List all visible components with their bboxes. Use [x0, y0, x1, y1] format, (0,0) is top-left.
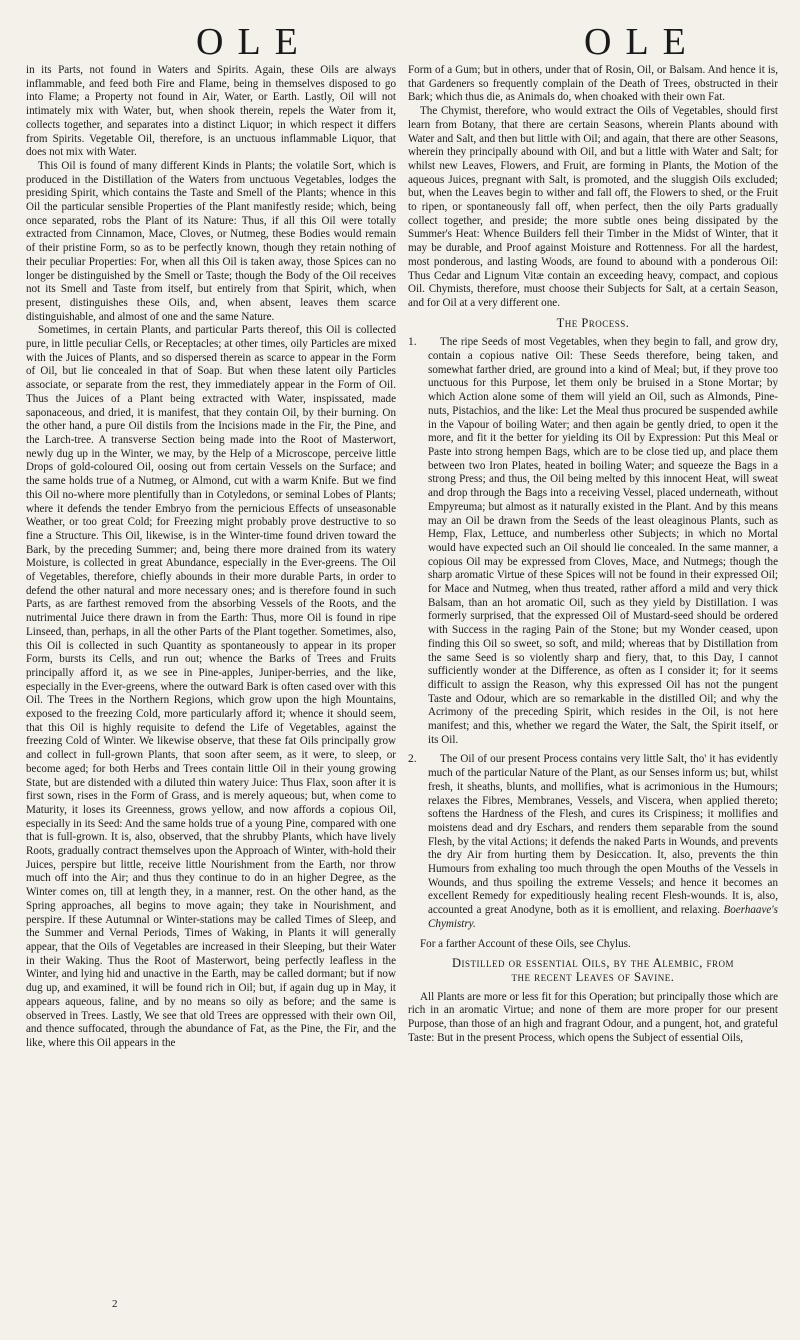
item-number: 1.: [408, 336, 417, 349]
numbered-item: [408, 336, 778, 747]
two-column-body: [26, 64, 778, 1051]
section-heading: [408, 957, 778, 984]
running-header: [26, 14, 778, 64]
paragraph: This Oil is found of many different Kinds in Plants; the volatile Sort, which is produced in the Distillation of the Waters from unctuous Vegetables, lodges the presiding Spirit, which contains the Taste and Smell of the Plants; whence in this Oil the particular sensible Properties of the Plant manifestly reside; which, being once separated, robs the Plant of its Nature: Thus, if all this Oil were totally extracted from Cinnamon, Mace, Cloves, or Nutmeg, these Bodies would remain of their pristine Form, so as to be perfectly known, though they retain nothing of their peculiar Properties: For, when all this Oil is taken away, those Spices can no longer be distinguished by the Smell or Taste; though the Body of the Oil receives not its Smell and Taste from itself, but entirely from that Spirit, which, when present, distinguishes these Oils, and, when absent, leaves them scarce distinguishable, and almost of one and the same Nature.: [26, 159, 396, 323]
left-column: [26, 64, 396, 1051]
paragraph: The Chymist, therefore, who would extract the Oils of Vegetables, should first learn from Botany, that there are certain Seasons, wherein Plants abound with Water and Salt, and then but little with Oil; and again, that there are other Seasons, wherein they principally abound with Oil, and but a little with Water and Salt; for whilst new Leaves, Flowers, and Fruit, are forming in Plants, the Motion of the aqueous Juices, pregnant with Salt, is promoted, and the sluggish Oils excluded; but, when the Leaves begin to wither and fall off, the Flowers to shed, or the Fruit to ripen, or spontaneously fall off, when perfect, then the oily Parts gradually collect together, and preside; the more subtle ones being dissipated by the Summer's Heat: Whence Builders fell their Timber in the Midst of Winter, that it may be durable, and Proof against Moisture and Rottenness. For all the hardest, most ponderous, and lasting Woods, are found to abound with a ponderous Oil: Thus Cedar and Lignum Vitæ contain an exceeding heavy, compact, and copious Oil. Chymists, therefore, must choose their Subjects for Salt, at a certain Season, and for Oil at a very different one.: [408, 105, 778, 309]
paragraph: Sometimes, in certain Plants, and particular Parts thereof, this Oil is collected pure, in little peculiar Cells, or Receptacles; at other times, oily Particles are mixed with the Juices of Plants, and so dispersed therein as scarce to appear in the Form of Oil, but lie concealed in that of Soap. But when these latent oily Particles associate, or separate from the rest, they immediately appear in the Form of Oil. Thus the Juices of a Plant being extracted with Water, inspissated, made saponaceous, and dried, it is manifest, that they contain Oil, by their burning. On the other hand, a pure Oil distils from the Incisions made in the Fir, the Pine, and the Larch-tree. A transverse Section being made into the Root of Masterwort, newly dug up in the Winter, we may, by the Help of a Microscope, perceive little Drops of gold-coloured Oil, oosing out from certain Vessels on the Surface; and the same holds true of a Nutmeg, or Almond, cut with a warm Knife. But we find this Oil no-where more plentifully than in Cotyledons, or seminal Lobes of Plants; where it defends the tender Embryo from the pernicious Effects of unseasonable Weather, or too great Cold; for Freezing might probably prove destructive to so fine a Structure. This Oil, likewise, is in the Winter-time found driven toward the Bark, by the preceding Summer; and, being there more drained from its watery Moisture, is collected in great Abundance, especially in the Ever-greens. The Oil of Vegetables, therefore, chiefly abounds in their more durable Parts, in order to defend the other natural and more necessary ones; and is therefore found in such Parts, as are farthest removed from the absorbing Vessels of the Roots, and the nutrimental Juice there drawn in from the Earth: Thus, more Oil is found in ripe Linseed, than, perhaps, in all the other Parts of the Plant together. Sometimes, also, this Oil is collected in such Quantity as spontaneously to appear in its proper Form, bursts its Cells, and run out; whence the Barks of Trees and Fruits principally afford it, as we see in Pine-apples, Juniper-berries, and the like, especially in the Ever-greens, where the outward Bark is often cased over with this Oil. The Trees in the Northern Regions, which grow upon the high Mountains, exposed to the freezing Cold, more particularly afford it; whence it should seem, that this Oil is highly requisite to defend the Life of Vegetables, against the freezing Cold of Winter. We likewise observe, that these fat Oils principally grow and collect in full-grown Plants, that soon after seem, as it were, to sleep, or become aged; for both Herbs and Trees contain little Oil in their young growing State, but are distended with a diluted thin watery Juice: Thus Flax, soon after it is first sown, rises in the Form of Grass, and is merely aqueous; but, when come to Maturity, it loses its Greenness, grows yellow, and now affords a copious Oil, especially in its Seed: And the same holds true of a young Pine, compared with one that is full-grown. It is, also, observed, that the shrubby Plants, which have lively Roots, gradually contract themselves upon the Approach of Winter, with-hold their Juices, perspire but little, receive little Nourishment from the Earth, nor throw much off into the Air; and thus they continue to do in an higher Degree, as the Winter comes on, till at length they, in a manner, rest. On the other hand, as the Spring approaches, all begins to move again; they take in Nourishment, and perspire. If these Autumnal or Winter-stations may be called Times of Sleep, and the Summer and Vernal Periods, Times of Waking, in Plants it will generally appear, that the Oils of Vegetables are increased in their Sleeping, but their Water in their Waking. Thus the Root of Masterwort, being perfectly leafless in the Winter, and lying hid and unactive in the Earth, may be called dormant; but if now dug up, and examined, it will be found rich in Oil; but, if again dug up in May, it appears aqueous, faline, and by no means so oily as before; and the same is observed in Trees. Lastly, We see that old Trees are oppressed with their own Oil, and thence suffocated, through the abundance of Fat, as the Pine, the Fir, and the like, where this Oil appears in the: [26, 324, 396, 1049]
section-heading-line: the recent Leaves of Savine.: [511, 970, 675, 984]
paragraph: in its Parts, not found in Waters and Spirits. Again, these Oils are always inflammable, and feed both Fire and Flame, being in themselves disposed to go into Flame; a Property not found in Air, Water, or Earth. Lastly, Oil will not intimately mix with Water, but, when shook therein, repels the Water from it, collects together, and separates into a distinct Liquor; in which respect it differs from Spirits. Vegetable Oil, therefore, is an unctuous inflammable Liquor, that does not mix with Water.: [26, 64, 396, 159]
numbered-item: [408, 753, 778, 931]
item-text: [428, 753, 778, 931]
paragraph: All Plants are more or less fit for this Operation; but principally those which are rich in an aromatic Virtue; and none of them are more proper for our present Purpose, than those of an high and fragrant Odour, and a pungent, hot, and grateful Taste: But in the present Process, which opens the Subject of essential Oils,: [408, 990, 778, 1044]
signature-mark: 2: [112, 1298, 118, 1310]
right-column: [408, 64, 778, 1051]
item-number: 2.: [408, 753, 417, 766]
section-heading-line: Distilled or essential Oils, by the Alembic, from: [451, 956, 734, 971]
citation: Boerhaave's Chymistry.: [428, 904, 778, 930]
item-text: The ripe Seeds of most Vegetables, when they begin to fall, and grow dry, contain a copious native Oil: These Seeds therefore, being taken, and somewhat farther dried, are ground into a kind of Meal; but, if they prove too unctuous for this Purpose, let them only be bruised in a Stone Mortar; by which Action alone some of them will yield an Oil, such as Almonds, Pine-nuts, Pistachios, and the like: Let the Meal thus procured be suspended awhile in the Vapour of boiling Water; and then again be gently dried, to open it the more, and fit it the better for yielding its Oil by Expression: Put this Meal or Paste into strong hempen Bags, which are to be close tied up, and place them between two Iron Plates, heated in boiling Water; and squeeze the Bags in a strong Press; and thus, the Oil being melted by this innocent Heat, will sweat and drop through the Bags into a receiving Vessel, placed underneath, without Empyreuma; but almost as it naturally existed in the Plant. And by this means may an Oil be drawn from the Seeds of the least oleaginous Plants, such as Hemp, Flax, Lettuce, and numberless other Subjects; in which no Mortal would have expected such an Oil should lie concealed. In the same manner, a copious Oil may be expressed from Cloves, Mace, and Nutmegs; though the sharp aromatic Virtue of these Spices will not be found in their expressed Oil; for Mace and Nutmeg, when thus treated, rather afford a mild and very thick Balsam, than an hot aromatic Oil, such as they yield by Distillation. I was formerly surprised, that the expressed Oil of Mustard-seed should be ordered with Success in the raging Pain of the Stone; but my Wonder ceased, upon finding this Oil so sweet, so soft, and mild; whereas that by Distillation from the same Seed is so violently sharp and fiery, that, to this Day, I cannot sufficiently wonder at the Difference, as often as I consider it; for it seems difficult to assign the Reason, why this expressed Oil has not the pungent Taste and Odour, which are so remarkable in the distilled Oil; and why the Acrimony of the preceding Spirit, which resides in the Oil, is not here manifest; and this, whether we regard the Water, the Salt, the Spirit itself, or its Oil.: [428, 336, 778, 746]
item-body: The Oil of our present Process contains very little Salt, tho' it has evidently much of the particular Nature of the Plant, as our Senses inform us; but, whilst fresh, it sheaths, blunts, and mollifies, what is acrimonious in the Humours; relaxes the Fibres, Membranes, Vessels, and Viscera, when applied thereto; softens the Hardness of the Flesh, and cures its Crispiness; it mollifies and moistens dead and dry Eschars, and renders them separable from the sound Flesh, by the vital Actions; it defends the naked Parts in Wounds, and prevents the dry Air from hurting them by Desiccation. It, also, prevents the thin Humours from exhaling too much through the open Mouths of the Vessels in Wounds, and thus spoiling the extreme Vessels; and hence it becomes an excellent Remedy for expeditiously healing recent Flesh-wounds. It is, also, accounted a great Anodyne, both as it is emollient, and relaxing.: [428, 753, 778, 917]
paragraph: Form of a Gum; but in others, under that of Rosin, Oil, or Balsam. And hence it is, that Gardeners so frequently complain of the Death of Trees, obstructed in their Bark; which thus die, as Animals do, when choaked with their own Fat.: [408, 64, 778, 104]
cross-reference: For a farther Account of these Oils, see Chylus.: [420, 937, 631, 950]
section-heading: The Process.: [556, 315, 630, 330]
header-word-left: OLE: [196, 21, 312, 63]
header-word-right: OLE: [584, 21, 700, 63]
